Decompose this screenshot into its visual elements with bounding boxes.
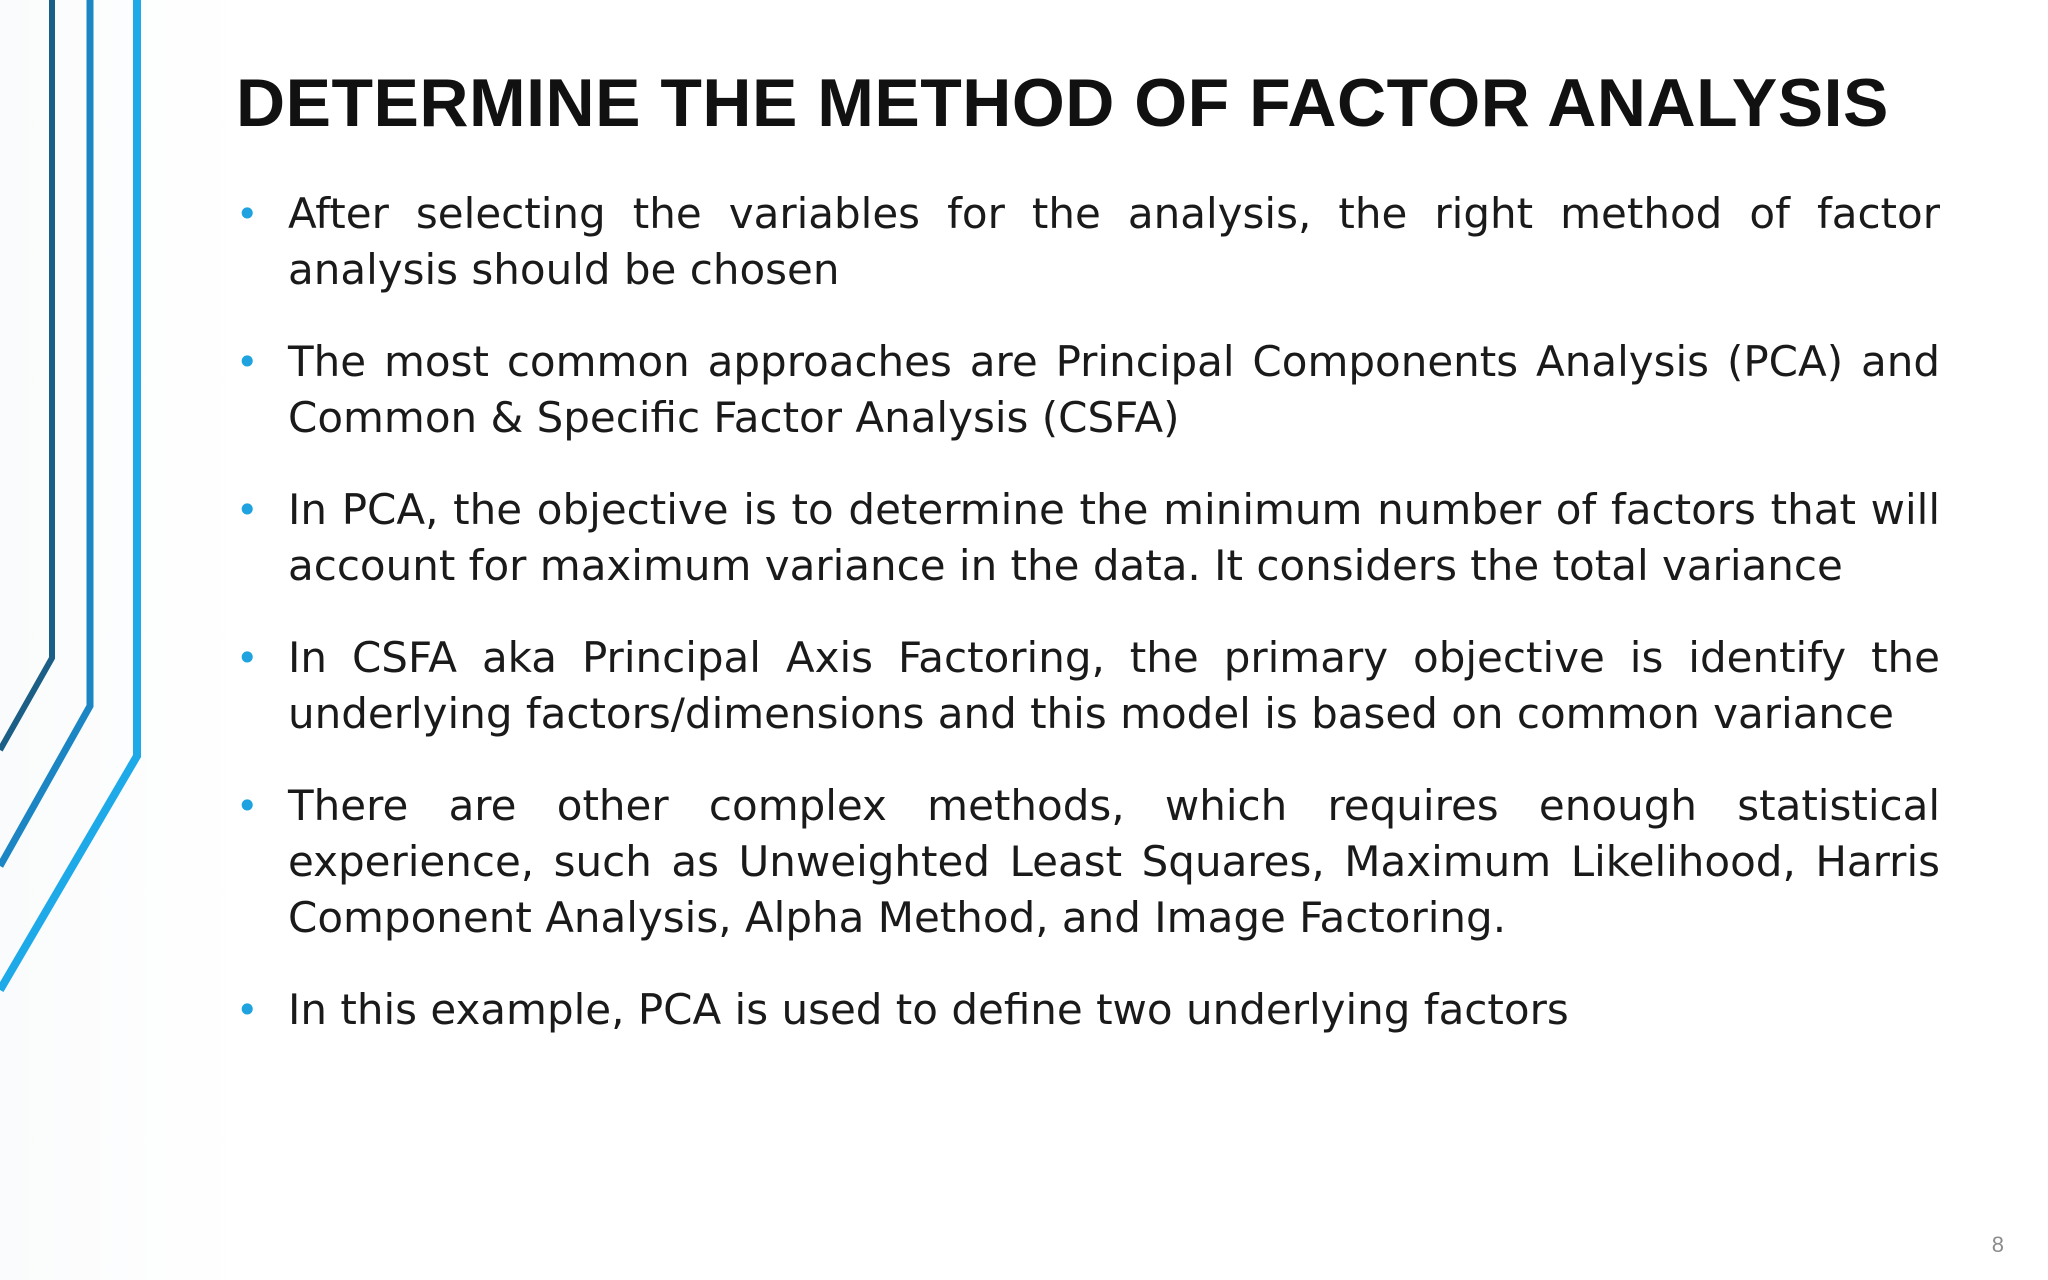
- bullet-dot-icon: •: [236, 784, 259, 828]
- bullet-dot-icon: •: [236, 488, 259, 532]
- decor-line-light: [0, 0, 137, 990]
- bullet-text: In PCA, the objective is to determine the minimum number of factors that will account for maximum variance in the data. It considers the total variance: [288, 485, 1940, 590]
- decor-line-mid: [0, 0, 90, 866]
- bullet-text: In CSFA aka Principal Axis Factoring, the primary objective is identify the underlying factors/dimensions and this model is based on common variance: [288, 633, 1940, 738]
- bullet-item: [236, 186, 1940, 298]
- bullet-dot-icon: •: [236, 192, 259, 236]
- bullet-text: There are other complex methods, which requires enough statistical experience, such as Unweighted Least Squares, Maximum Likelihood, Harris Component Analysis, Alpha Method, and Image Factoring.: [288, 781, 1940, 942]
- page-number: 8: [1991, 1232, 2004, 1257]
- decorative-lines: [0, 0, 160, 1000]
- bullet-text: After selecting the variables for the analysis, the right method of factor analysis should be chosen: [288, 189, 1940, 294]
- bullet-item: [236, 778, 1940, 946]
- bullet-item: [236, 334, 1940, 446]
- bullet-dot-icon: •: [236, 636, 259, 680]
- bullet-dot-icon: •: [236, 988, 259, 1032]
- bullet-text: The most common approaches are Principal Components Analysis (PCA) and Common & Specific Factor Analysis (CSFA): [288, 337, 1940, 442]
- bullet-dot-icon: •: [236, 340, 259, 384]
- decor-line-dark: [0, 0, 52, 750]
- bullet-item: [236, 982, 1940, 1038]
- slide-title: DETERMINE THE METHOD OF FACTOR ANALYSIS: [236, 65, 1889, 141]
- bullet-item: [236, 630, 1940, 742]
- bullet-text: In this example, PCA is used to define two underlying factors: [288, 985, 1569, 1034]
- bullet-list: [236, 186, 1940, 1074]
- bullet-item: [236, 482, 1940, 594]
